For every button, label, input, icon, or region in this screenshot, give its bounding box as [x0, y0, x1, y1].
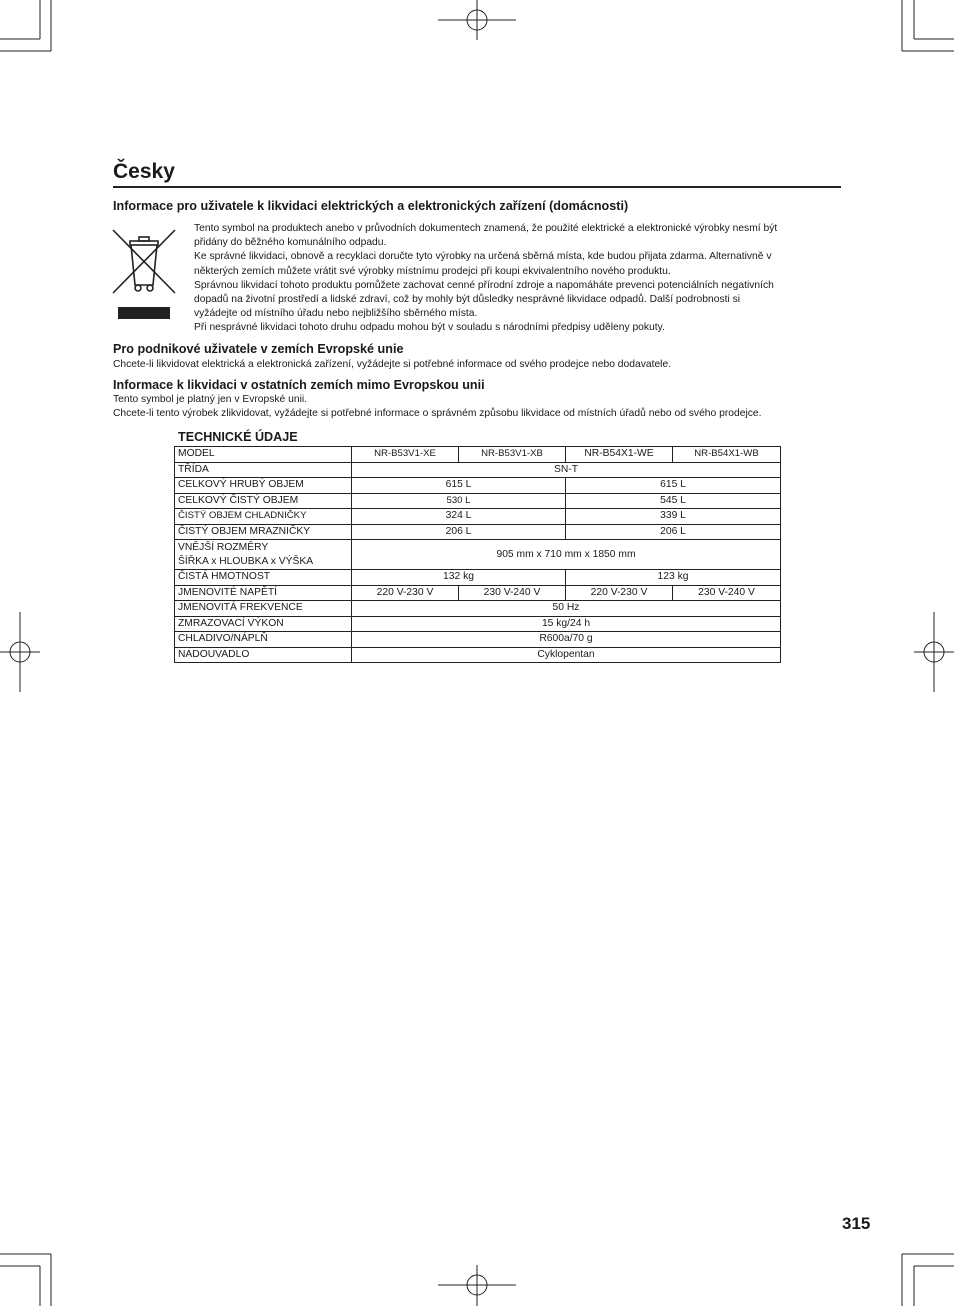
table-row [175, 493, 781, 509]
row-label: ČISTÝ OBJEM CHLADNIČKY [175, 509, 352, 525]
text-line: vyžádejte od místního úřadu nebo nejbližšího sběrného místa. [194, 308, 478, 320]
crossed-bin-icon [110, 227, 178, 321]
value-cell: 206 L [352, 524, 566, 540]
value-cell: 905 mm x 710 mm x 1850 mm [352, 540, 781, 570]
text-line: Chcete-li tento výrobek zlikvidovat, vyžádejte si potřebné informace o správném způsobu likvidace od místních úřadů nebo od svého prodejce. [113, 408, 762, 420]
row-label: JMENOVITÁ FREKVENCE [175, 601, 352, 617]
text-line: přidány do běžného komunálního odpadu. [194, 237, 387, 249]
page-number: 315 [842, 1214, 871, 1233]
table-row [175, 478, 781, 494]
value-cell: Cyklopentan [352, 647, 781, 663]
value-cell: 324 L [352, 509, 566, 525]
text-line: Chcete-li likvidovat elektrická a elektronická zařízení, vyžádejte si potřebné informace od svého prodejce nebo dodavatele. [113, 359, 672, 370]
row-label: NADOUVADLO [175, 647, 352, 663]
value-cell: 220 V-230 V [352, 585, 459, 601]
table-row [175, 462, 781, 478]
table-row [175, 616, 781, 632]
tech-spec-table [174, 446, 781, 663]
page-title: Česky [113, 160, 841, 188]
value-cell: 530 L [352, 493, 566, 509]
row-label: CELKOVÝ ČISTÝ OBJEM [175, 493, 352, 509]
row-label: MODEL [175, 447, 352, 463]
table-row [175, 601, 781, 617]
value-cell: 339 L [566, 509, 781, 525]
row-label-line: ŠÍŘKA x HLOUBKA x VÝŠKA [178, 555, 314, 567]
value-cell: 206 L [566, 524, 781, 540]
value-cell: R600a/70 g [352, 632, 781, 648]
model-cell: NR-B54X1-WE [566, 447, 673, 463]
value-cell: 545 L [566, 493, 781, 509]
table-row [175, 647, 781, 663]
value-cell: SN-T [352, 462, 781, 478]
model-cell: NR-B53V1-XB [459, 447, 566, 463]
table-row [175, 632, 781, 648]
table-row [175, 585, 781, 601]
value-cell: 220 V-230 V [566, 585, 673, 601]
row-label: JMENOVITÉ NAPĚTÍ [175, 585, 352, 601]
row-label: ČISTÝ OBJEM MRAZNIČKY [175, 524, 352, 540]
non-eu-disposal-text [113, 393, 841, 421]
row-label [175, 540, 352, 570]
value-cell: 50 Hz [352, 601, 781, 617]
text-line: Při nesprávné likvidaci tohoto druhu odpadu mohou být v souladu s národními předpisy uděleny pokuty. [194, 322, 665, 334]
text-line: Tento symbol je platný jen v Evropské unii. [113, 394, 308, 405]
row-label: TŘÍDA [175, 462, 352, 478]
row-label: CELKOVÝ HRUBÝ OBJEM [175, 478, 352, 494]
row-label: ČISTÁ HMOTNOST [175, 570, 352, 586]
text-line: dopadů na životní prostředí a lidské zdraví, což by mohly být důsledky nesprávné likvidace odpadů. Další podrobnosti si [194, 294, 741, 306]
row-label-line: VNĚJŠÍ ROZMĚRY [178, 541, 269, 553]
value-cell: 615 L [566, 478, 781, 494]
household-disposal-text [194, 222, 842, 336]
table-row [175, 570, 781, 586]
value-cell: 123 kg [566, 570, 781, 586]
section-heading-business: Pro podnikové uživatele v zemích Evropské unie [113, 342, 404, 356]
section-heading-non-eu: Informace k likvidaci v ostatních zemích mimo Evropskou unii [113, 378, 485, 392]
table-row [175, 540, 781, 570]
tech-spec-title: TECHNICKÉ ÚDAJE [178, 430, 298, 444]
model-cell: NR-B54X1-WB [673, 447, 781, 463]
text-line: Tento symbol na produktech anebo v průvodních dokumentech znamená, že použité elektrické a elektronické výrobky nesmí být [194, 223, 778, 234]
model-cell: NR-B53V1-XE [352, 447, 459, 463]
value-cell: 132 kg [352, 570, 566, 586]
business-disposal-text [113, 358, 841, 372]
value-cell: 230 V-240 V [459, 585, 566, 601]
value-cell: 230 V-240 V [673, 585, 781, 601]
value-cell: 615 L [352, 478, 566, 494]
row-label: ZMRAZOVACÍ VÝKON [175, 616, 352, 632]
text-line: Správnou likvidací tohoto produktu pomůžete zachovat cenné přírodní zdroje a napomáháte prevenci potenciálních negativních [194, 279, 774, 291]
table-row [175, 509, 781, 525]
table-row [175, 524, 781, 540]
text-line: Ke správné likvidaci, obnově a recyklaci doručte tyto výrobky na určená sběrná místa, kde budou přijata zdarma. Alternativně v [194, 251, 772, 263]
text-line: některých zemích můžete vrátit své výrobky místnímu prodejci při koupi ekvivalentního nového produktu. [194, 265, 671, 277]
value-cell: 15 kg/24 h [352, 616, 781, 632]
row-label: CHLADIVO/NÁPLŇ [175, 632, 352, 648]
section-heading-household: Informace pro uživatele k likvidaci elektrických a elektronických zařízení (domácnosti) [113, 199, 629, 213]
table-row [175, 447, 781, 463]
